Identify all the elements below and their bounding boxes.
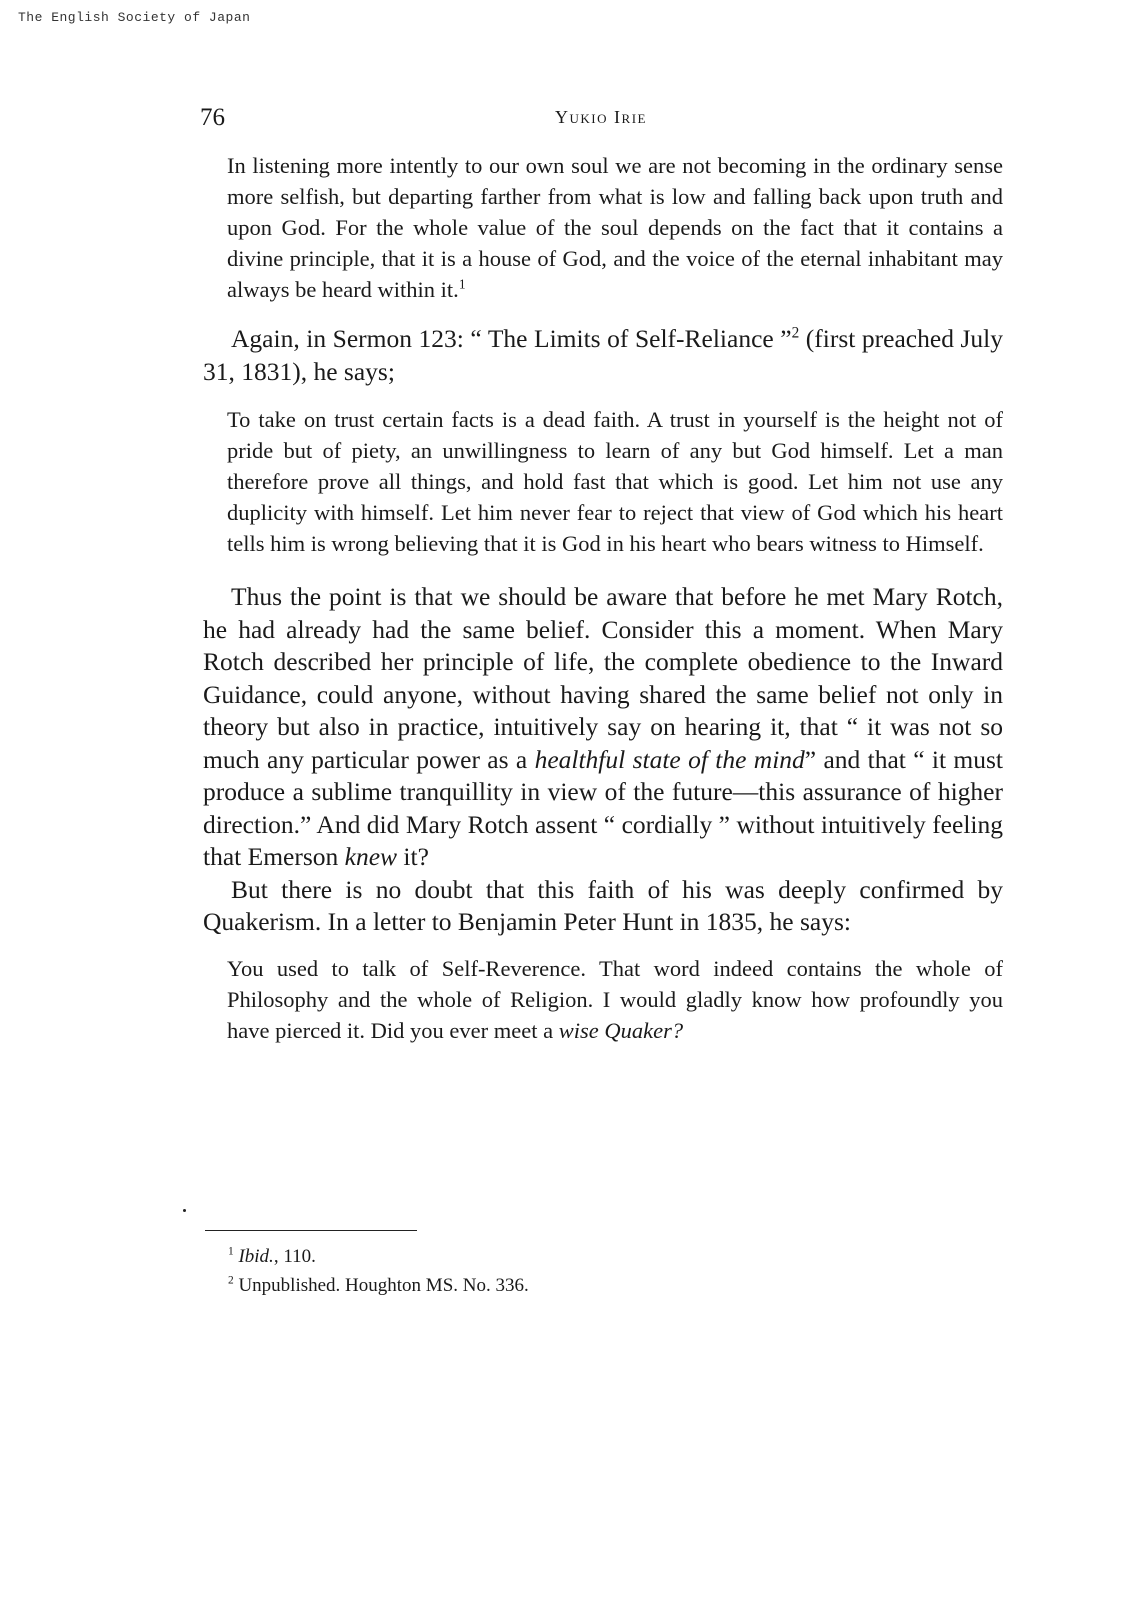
footnote-2-text: Unpublished. Houghton MS. No. 336. xyxy=(233,1275,529,1296)
paragraph-mary-rotch-text-c: it? xyxy=(397,842,429,871)
quote-1-text: In listening more intently to our own soul we are not becoming in the ordinary sense more selfish, but departing farther from what is low and falling back upon truth and upon God. For the whole value of the soul depends on the fact that it contains a divine principle, that it is a house of God, and the voice of the eternal inhabitant may always be heard within it. xyxy=(227,153,1003,302)
footnote-2 xyxy=(228,1271,988,1300)
page-number: 76 xyxy=(200,104,225,131)
page-header xyxy=(200,104,1002,134)
paragraph-sermon-text-a: Again, in Sermon 123: “ The Limits of Self-Reliance ” xyxy=(231,324,792,353)
paragraph-mary-rotch xyxy=(203,581,1003,874)
quote-2-text: To take on trust certain facts is a dead faith. A trust in yourself is the height not of pride but of piety, an unwillingness to learn of any but God himself. Let a man therefore prove all things, and hold fast that which is good. Let him not use any duplicity with himself. Let him never fear to reject that view of God which his heart tells him is wrong believing that it is God in his heart who bears witness to Himself. xyxy=(227,407,1003,556)
footnote-2-number: 2 xyxy=(228,1274,234,1287)
watermark: The English Society of Japan xyxy=(18,10,251,25)
paragraph-mary-rotch-text-b: ” and that “ it must produce a sublime tranquillity in view of the future—this assurance of higher direction.” And did Mary Rotch assent “ cordially ” without intuitively feeling that Emerson xyxy=(203,744,1003,871)
paragraph-quakerism xyxy=(203,874,1003,939)
margin-speck xyxy=(183,1209,186,1212)
paragraph-quakerism-text: But there is no doubt that this faith of his was deeply confirmed by Quakerism. In a letter to Benjamin Peter Hunt in 1835, he says: xyxy=(203,874,1003,936)
paragraph-sermon xyxy=(203,323,1003,388)
block-quote-2 xyxy=(227,404,1003,559)
running-head: Yukio Irie xyxy=(555,107,647,127)
footnote-ref-1: 1 xyxy=(458,276,466,292)
block-quote-3 xyxy=(227,953,1003,1046)
footnote-1-ibid: Ibid. xyxy=(238,1246,274,1267)
italic-healthful-state: healthful state of the mind xyxy=(534,744,805,774)
page-body xyxy=(203,150,1003,1046)
quote-3-text: You used to talk of Self-Reverence. That word indeed contains the whole of Philosophy and the whole of Religion. I would gladly know how profoundly you have pierced it. Did you ever meet a xyxy=(227,955,1003,1043)
paragraph-mary-rotch-text-a: Thus the point is that we should be aware that before he met Mary Rotch, he had already had the same belief. Consider this a moment. When Mary Rotch described her principle of life, the complete obedience to the Inward Guidance, could anyone, without having shared the same belief not only in theory but also in practice, intuitively say on hearing it, that “ it was not so much any particular power as a xyxy=(203,582,1003,774)
paragraph-sermon-text-b: (first preached July 31, 1831), he says; xyxy=(203,324,1004,386)
footnote-1 xyxy=(228,1242,988,1271)
italic-knew: knew xyxy=(344,842,398,871)
italic-wise-quaker: wise Quaker? xyxy=(558,1017,684,1043)
footnote-1-number: 1 xyxy=(228,1245,234,1258)
footnote-ref-2: 2 xyxy=(791,324,800,342)
footnote-rule xyxy=(205,1230,417,1231)
block-quote-1 xyxy=(227,150,1003,305)
footnote-1-text: , 110. xyxy=(273,1246,316,1267)
footnotes xyxy=(228,1242,988,1300)
